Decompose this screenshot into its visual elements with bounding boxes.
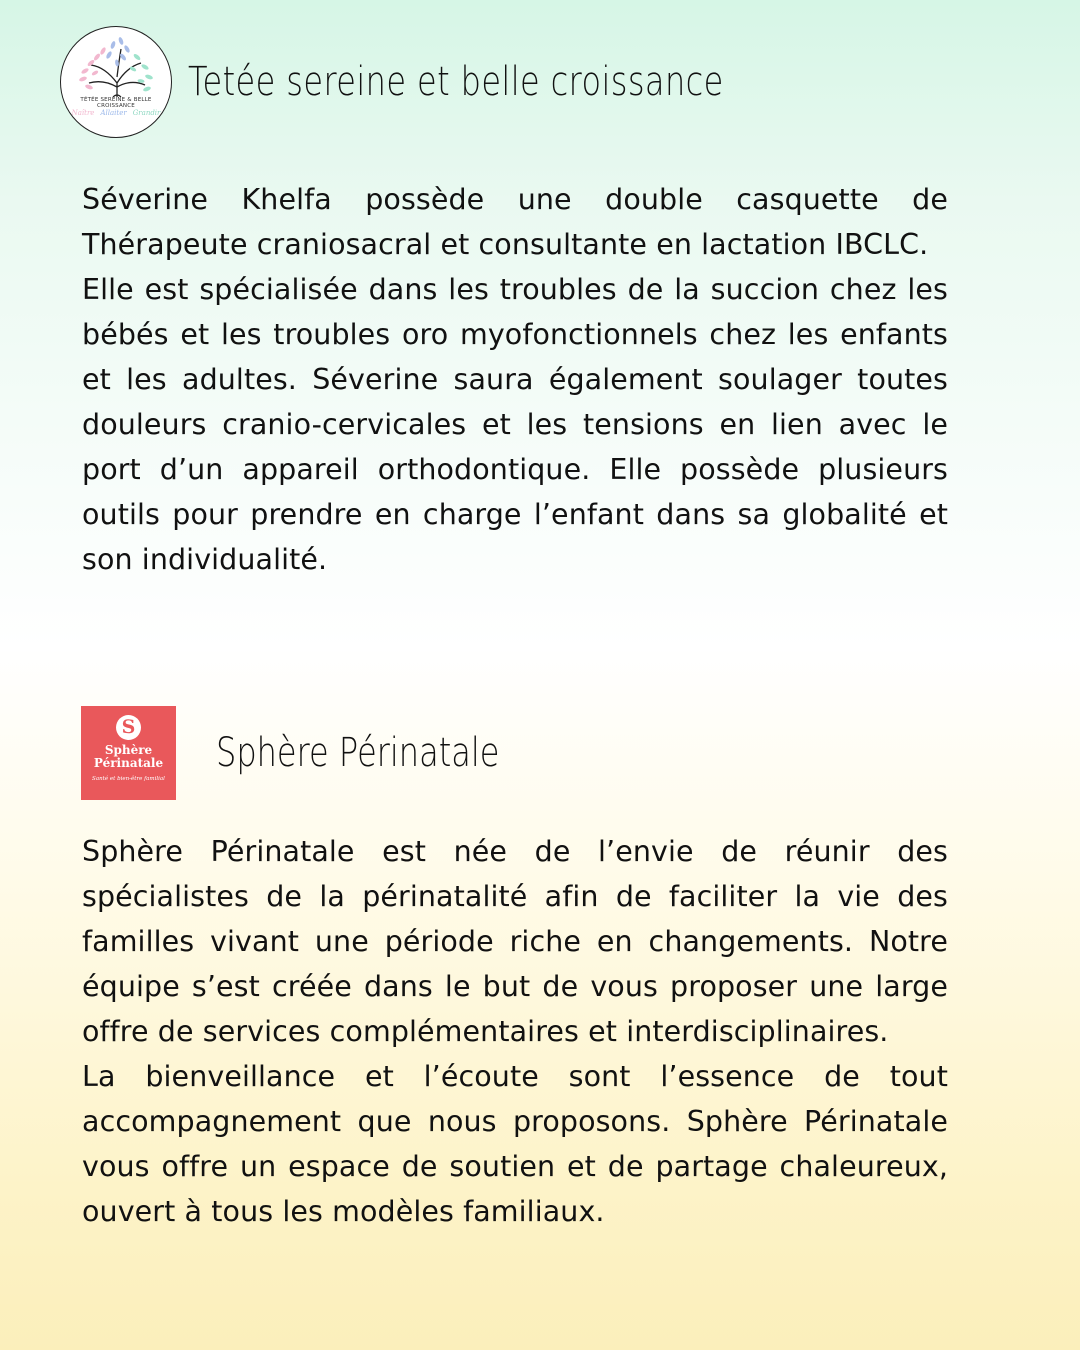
sphere-logo-name [81,744,176,770]
logo-caption: TÉTÉE SEREINE & BELLE CROISSANCE [80,97,152,109]
section-2-text [82,829,948,1234]
page-title: Tetée sereine et belle croissance [188,59,724,105]
sphere-logo-name-line1: Sphère [104,743,153,757]
sphere-logo-tagline: Santé et bien-être familial [92,776,165,782]
tetee-sereine-logo [60,26,172,138]
sphere-logo-mark-icon: S [116,715,141,740]
logo-words [61,109,171,117]
header [60,26,858,138]
section-2-title: Sphère Périnatale [216,730,500,776]
paragraph: La bienveillance et l’écoute sont l’essence de tout accompagnement que nous proposons. Sphère Périnatale vous offre un espace de soutien et de partage chaleureux, ouvert à tous les modèles familiaux. [82,1060,948,1228]
logo-word-allaiter: Allaiter [100,109,127,117]
section-2-header [81,706,570,800]
section-1-text [82,177,948,582]
tree-icon [61,27,172,138]
sphere-logo-name-line2: Périnatale [93,756,164,770]
paragraph: Sphère Périnatale est née de l’envie de réunir des spécialistes de la périnatalité afin de faciliter la vie des familles vivant une période riche en changements. Notre équipe s’est créée dans le but de vous proposer une large offre de services complémentaires et interdisciplinaires. [82,835,948,1048]
sphere-perinatale-logo [81,706,176,800]
paragraph: Elle est spécialisée dans les troubles de la succion chez les bébés et les troubles oro myofonctionnels chez les enfants et les adultes. Séverine saura également soulager toutes douleurs cranio-cervicales et les tensions en lien avec le port d’un appareil orthodontique. Elle possède plusieurs outils pour prendre en charge l’enfant dans sa globalité et son individualité. [82,273,948,576]
paragraph: Séverine Khelfa possède une double casquette de Thérapeute craniosacral et consultante en lactation IBCLC. [82,183,948,261]
logo-word-grandir: Grandir [132,109,161,117]
logo-word-naitre: Naître [71,109,95,117]
